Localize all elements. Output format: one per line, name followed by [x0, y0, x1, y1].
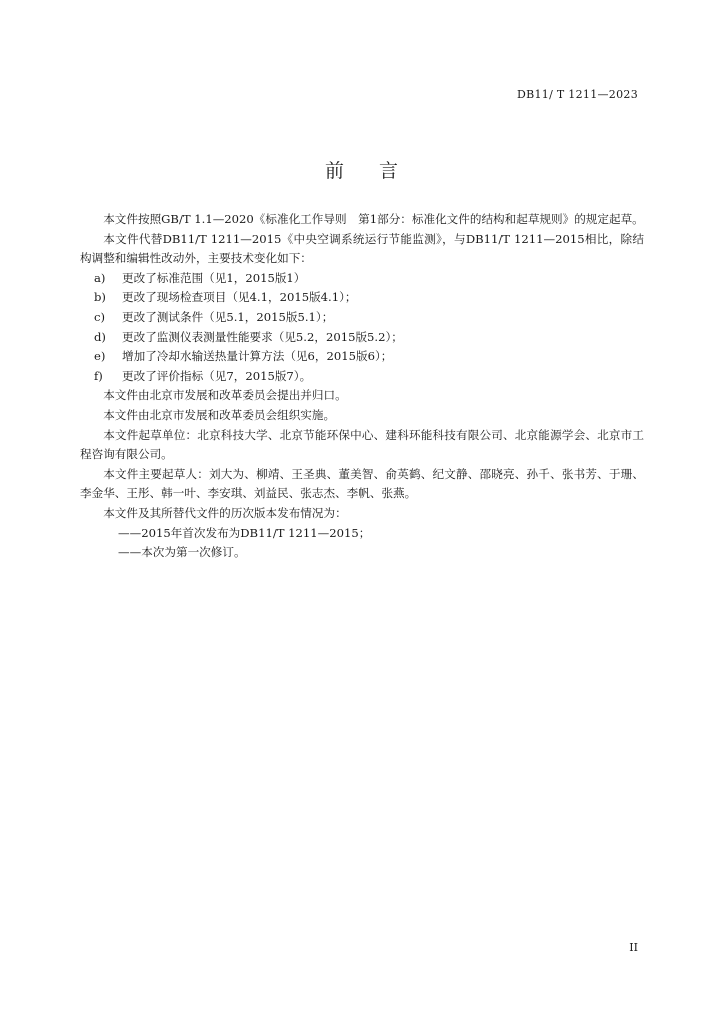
page-number: II	[629, 941, 638, 954]
list-item	[80, 328, 644, 348]
list-item	[80, 288, 644, 308]
list-item	[80, 308, 644, 328]
list-marker: c)	[94, 309, 106, 324]
list-marker: a)	[94, 270, 106, 285]
paragraph-drafting-rules: 本文件按照GB/T 1.1—2020《标准化工作导则 第1部分：标准化文件的结构和起草规则》的规定起草。	[103, 212, 644, 226]
list-marker: e)	[94, 349, 106, 364]
list-item-text: 更改了标准范围（见1，2015版1）	[122, 270, 306, 285]
paragraph-implementer: 本文件由北京市发展和改革委员会组织实施。	[103, 407, 336, 422]
list-item-text: 更改了现场检查项目（见4.1，2015版4.1）；	[122, 290, 357, 305]
list-marker: f)	[94, 368, 103, 383]
document-code: DB11/ T 1211—2023	[516, 88, 638, 101]
title-char-1: 前	[324, 160, 345, 182]
history-list	[80, 524, 644, 563]
list-item-text: 更改了评价指标（见7，2015版7）。	[122, 368, 312, 383]
page-title	[0, 156, 724, 183]
list-marker: b)	[94, 290, 106, 305]
paragraph-replacement: 本文件代替DB11/T 1211—2015《中央空调系统运行节能监测》，与DB11/T 1211—2015相比，除结构调整和编辑性改动外，主要技术变化如下：	[80, 231, 644, 266]
list-marker: d)	[94, 329, 106, 344]
changes-list	[80, 269, 644, 387]
foreword-body	[80, 210, 644, 563]
list-item-text: 更改了测试条件（见5.1，2015版5.1）；	[122, 309, 334, 324]
list-item	[80, 367, 644, 387]
paragraph-drafters: 本文件主要起草人：刘大为、柳靖、王圣典、董美智、俞英鹤、纪文静、邵晓亮、孙千、张书芳、于珊、李金华、王彤、韩一叶、李安琪、刘益民、张志杰、李帆、张燕。	[80, 466, 644, 501]
history-item: ——2015年首次发布为DB11/T 1211—2015；	[118, 525, 371, 540]
paragraph-drafting-units: 本文件起草单位：北京科技大学、北京节能环保中心、建科环能科技有限公司、北京能源学会、北京市工程咨询有限公司。	[80, 427, 644, 462]
history-item: ——本次为第一次修订。	[118, 545, 246, 560]
list-item-text: 增加了冷却水输送热量计算方法（见6，2015版6）；	[122, 349, 393, 364]
list-item	[80, 269, 644, 289]
list-item	[80, 347, 644, 367]
title-char-2: 言	[379, 160, 400, 182]
paragraph-proposer: 本文件由北京市发展和改革委员会提出并归口。	[103, 388, 347, 403]
paragraph-history-intro: 本文件及其所替代文件的历次版本发布情况为：	[103, 505, 347, 520]
list-item-text: 更改了监测仪表测量性能要求（见5.2，2015版5.2）；	[122, 329, 403, 344]
